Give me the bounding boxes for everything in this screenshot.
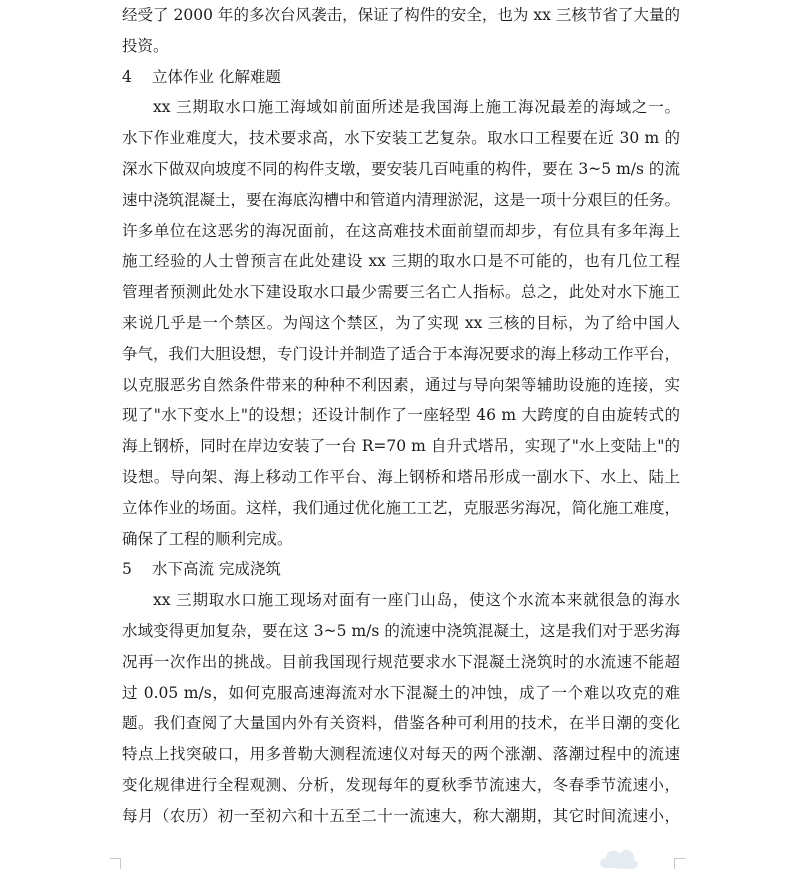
text-line: 管理者预测此处水下建设取水口最少需要三名亡人指标。总之，此处对水下施工	[122, 283, 680, 302]
text-line: 特点上找突破口，用多普勒大测程流速仪对每天的两个涨潮、落潮过程中的流速	[122, 745, 680, 764]
text-line: 过 0.05 m/s，如何克服高速海流对水下混凝土的冲蚀，成了一个难以攻克的难	[122, 683, 680, 702]
text-line: 题。我们查阅了大量国内外有关资料，借鉴各种可利用的技术，在半日潮的变化	[122, 714, 680, 733]
section-title: 立体作业 化解难题	[152, 67, 281, 86]
text-line: 投资。	[122, 36, 169, 55]
text-line: 以克服恶劣自然条件带来的种种不利因素，通过与导向架等辅助设施的连接，实	[122, 375, 680, 394]
text-line: 来说几乎是一个禁区。为闯这个禁区，为了实现 xx 三核的目标，为了给中国人	[122, 313, 680, 332]
document-body	[122, 0, 680, 832]
section-number: 5	[122, 560, 132, 579]
text-line: 速中浇筑混凝土，要在海底沟槽中和管道内清理淤泥，这是一项十分艰巨的任务。	[122, 190, 680, 209]
text-line: 许多单位在这恶劣的海况面前，在这高难技术面前望而却步，有位具有多年海上	[122, 221, 680, 240]
watermark-cloud-icon	[596, 838, 640, 875]
text-line: 设想。导向架、海上移动工作平台、海上钢桥和塔吊形成一副水下、水上、陆上	[122, 467, 680, 486]
section-heading-5	[122, 554, 680, 585]
page-corner-mark-left	[110, 858, 121, 869]
text-line: 海上钢桥，同时在岸边安装了一台 R=70 m 自升式塔吊，实现了"水上变陆上"的	[122, 437, 680, 456]
text-line: 水下作业难度大，技术要求高，水下安装工艺复杂。取水口工程要在近 30 m 的	[122, 129, 680, 148]
text-line: 变化规律进行全程观测、分析，发现每年的夏秋季节流速大，冬春季节流速小，	[122, 775, 680, 794]
paragraph-first-line: xx 三期取水口施工现场对面有一座门山岛，使这个水流本来就很急的海水	[153, 591, 680, 610]
page-corner-mark-right	[674, 858, 685, 869]
text-line: 确保了工程的顺利完成。	[122, 529, 293, 548]
section-heading-4	[122, 62, 680, 93]
text-line: 经受了 2000 年的多次台风袭击，保证了构件的安全，也为 xx 三核节省了大量的	[122, 6, 680, 24]
text-line: 施工经验的人士曾预言在此处建设 xx 三期的取水口是不可能的，也有几位工程	[122, 252, 680, 271]
section-title: 水下高流 完成浇筑	[152, 560, 281, 579]
paragraph-first-line: xx 三期取水口施工海域如前面所述是我国海上施工海况最差的海域之一。	[153, 98, 680, 117]
text-line: 现了"水下变水上"的设想；还设计制作了一座轻型 46 m 大跨度的自由旋转式的	[122, 406, 680, 425]
text-line: 争气，我们大胆设想，专门设计并制造了适合于本海况要求的海上移动工作平台，	[122, 344, 680, 363]
text-line: 立体作业的场面。这样，我们通过优化施工工艺，克服恶劣海况，简化施工难度，	[122, 498, 680, 517]
text-line: 每月（农历）初一至初六和十五至二十一流速大，称大潮期，其它时间流速小，	[122, 806, 680, 825]
text-line: 深水下做双向坡度不同的构件支墩，要安装几百吨重的构件，要在 3~5 m/s 的流	[122, 159, 680, 178]
text-line: 况再一次作出的挑战。目前我国现行规范要求水下混凝土浇筑时的水流速不能超	[122, 652, 680, 671]
section-number: 4	[122, 67, 132, 86]
text-line: 水域变得更加复杂，要在这 3~5 m/s 的流速中浇筑混凝土，这是我们对于恶劣海	[122, 621, 680, 640]
